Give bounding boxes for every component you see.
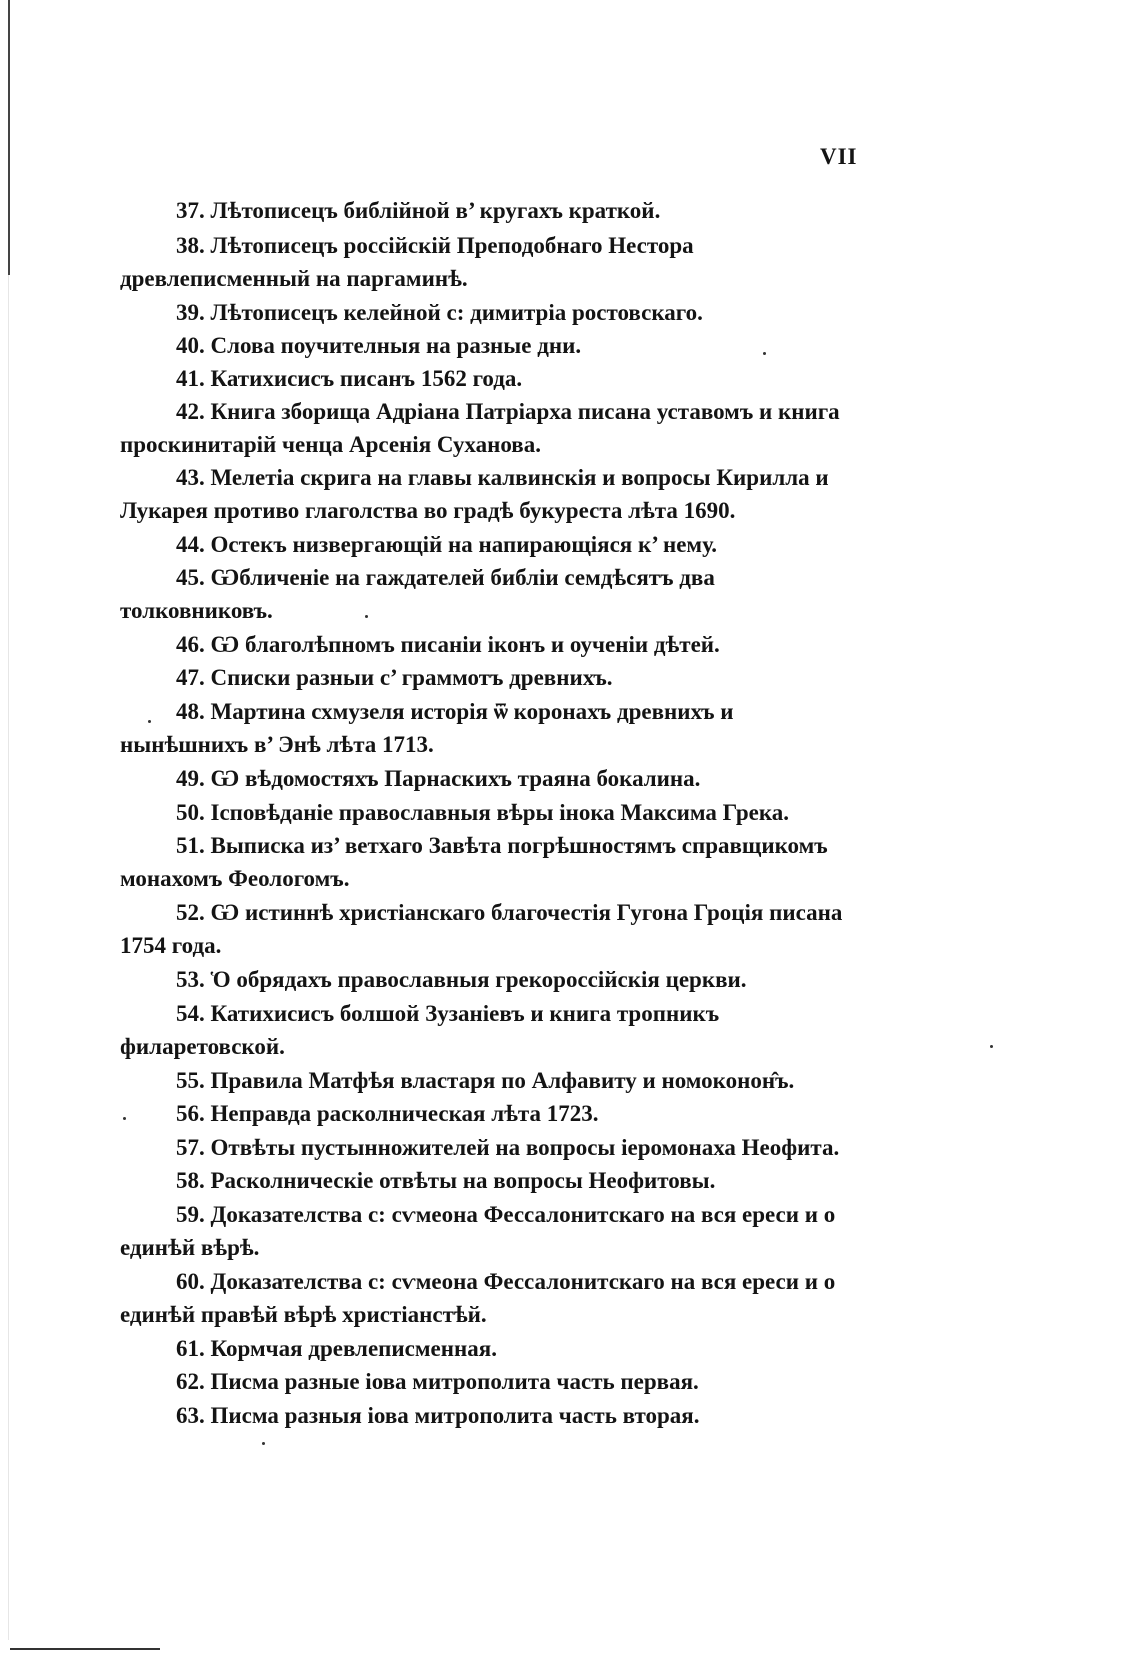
entry-38-line-1 — [176, 231, 694, 261]
entry-37-line-1: 37. Лѣтописецъ библійной в’ кругахъ краткой. — [176, 198, 661, 223]
entry-48-line-1: 48. Мартина схмузеля исторія ѿ коронахъ древнихъ и — [176, 699, 734, 724]
scan-speck — [148, 720, 151, 723]
entry-40-line-1: 40. Слова поучителныя на разные дни. — [176, 333, 582, 358]
entry-38-line-2: древлеписменный на паргаминѣ. — [120, 266, 468, 291]
entry-39-line-1: 39. Лѣтописецъ келейной с: димитріа ростовскаго. — [176, 300, 703, 325]
entry-51-line-2: монахомъ Феологомъ. — [120, 866, 350, 891]
entry-59-line-1: 59. Доказателства с: сѵмеона Фессалонитскаго на вся ереси и о — [176, 1202, 836, 1227]
entry-62-line-1: 62. Писма разные іова митрополита часть первая. — [176, 1369, 699, 1394]
entry-41-line-1: 41. Катихисисъ писанъ 1562 года. — [176, 366, 523, 391]
scan-speck — [365, 615, 368, 618]
entry-56-line-1: 56. Неправда расколническая лѣта 1723. — [176, 1101, 599, 1126]
entry-53-line-1: 53. Ὁ обрядахъ православныя грекороссійскія церкви. — [176, 967, 747, 992]
entry-52-line-2: 1754 года. — [120, 933, 222, 958]
scan-edge-left — [8, 0, 10, 275]
entry-50-line-1: 50. Ісповѣданіе православныя вѣры інока Максима Грека. — [176, 800, 790, 825]
entry-45-line-1: 45. Ѡбличеніе на гаждателей библіи семдѣсятъ два — [176, 565, 715, 590]
entry-44-line-1: 44. Остекъ низвергающій на напирающіяся к’ нему. — [176, 532, 718, 557]
entry-43-line-2: Лукарея противо глаголства во градѣ букуреста лѣта 1690. — [120, 498, 736, 523]
entry-46-line-1: 46. Ѡ благолѣпномъ писаніи іконъ и оученіи дѣтей. — [176, 632, 720, 657]
scan-speck — [763, 352, 766, 355]
entry-58-line-1: 58. Расколническіе отвѣты на вопросы Неофитовы. — [176, 1168, 716, 1193]
entry-47-line-1: 47. Списки разныи с’ граммотъ древнихъ. — [176, 665, 613, 690]
scan-speck — [123, 1117, 126, 1120]
page-number: VII — [820, 144, 858, 169]
scan-edge-left-faint — [8, 275, 9, 1640]
scan-edge-bottom — [10, 1648, 160, 1650]
entry-49-line-1: 49. Ѡ вѣдомостяхъ Парнаскихъ траяна бокалина. — [176, 766, 701, 791]
entry-60-line-1: 60. Доказателства с: сѵмеона Фессалонитскаго на вся ереси и о — [176, 1269, 836, 1294]
entry-54-line-1: 54. Катихисисъ болшой Зузаніевъ и книга тропникъ — [176, 1001, 720, 1026]
entry-43-line-1: 43. Мелетіа скрига на главы калвинскія и вопросы Кирилла и — [176, 465, 829, 490]
scan-speck — [262, 1442, 265, 1445]
entry-60-line-2: единѣй правѣй вѣрѣ христіанстѣй. — [120, 1302, 487, 1327]
entry-61-line-1: 61. Кормчая древлеписменная. — [176, 1336, 497, 1361]
entry-42-line-1: 42. Книга зборища Адріана Патріарха писана уставомъ и книга — [176, 399, 840, 424]
entry-51-line-1: 51. Выписка из’ ветхаго Завѣта погрѣшностямъ справщикомъ — [176, 833, 828, 858]
entry-59-line-2: единѣй вѣрѣ. — [120, 1235, 260, 1260]
scan-speck — [990, 1045, 993, 1048]
entry-38-text: 38. Лѣтописецъ россійскій Преподобнаго Нестора — [176, 233, 694, 258]
entry-54-line-2: филаретовской. — [120, 1034, 285, 1059]
entry-63-line-1: 63. Писма разныя іова митрополита часть вторая. — [176, 1403, 700, 1428]
entry-42-line-2: проскинитарій ченца Арсенія Суханова. — [120, 432, 541, 457]
entry-57-line-1: 57. Отвѣты пустынножителей на вопросы іеромонаха Неофита. — [176, 1135, 840, 1160]
entry-48-line-2: нынѣшнихъ в’ Энѣ лѣта 1713. — [120, 732, 434, 757]
entry-52-line-1: 52. Ѡ истиннѣ христіанскаго благочестія Гугона Гроція писана — [176, 900, 843, 925]
entry-45-line-2: толковниковъ. — [120, 598, 273, 623]
entry-55-line-1: 55. Правила Матфѣя властаря по Алфавиту и номоконон̂ъ. — [176, 1068, 795, 1093]
